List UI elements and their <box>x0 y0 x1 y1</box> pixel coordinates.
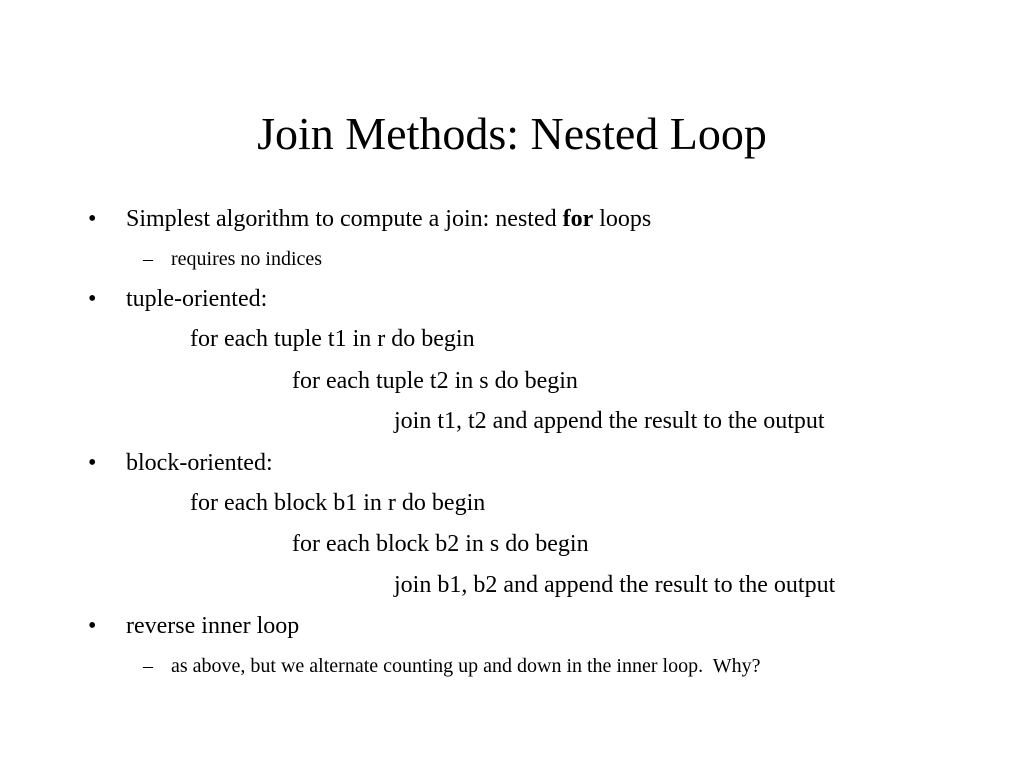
dash-marker: – <box>143 655 153 677</box>
bullet-text-part: loops <box>593 206 652 232</box>
bullet-text: reverse inner loop <box>126 613 300 639</box>
bullet-marker: • <box>88 206 97 232</box>
bullet-text: tuple-oriented: <box>126 286 268 312</box>
sub-item-text: requires no indices <box>171 248 323 270</box>
code-line-level-2: for each block b2 in s do begin <box>292 531 589 557</box>
bold-keyword-for: for <box>562 206 594 232</box>
code-line-level-1: for each block b1 in r do begin <box>190 490 486 516</box>
sub-item-text: as above, but we alternate counting up and down in the inner loop. Why? <box>171 655 761 677</box>
slide-title: Join Methods: Nested Loop <box>257 108 767 159</box>
code-line-level-3: join t1, t2 and append the result to the output <box>394 408 825 434</box>
code-line-level-2: for each tuple t2 in s do begin <box>292 368 578 394</box>
bullet-text <box>126 204 651 234</box>
code-line-level-3: join b1, b2 and append the result to the output <box>394 572 836 598</box>
bullet-text: block-oriented: <box>126 450 273 476</box>
dash-marker: – <box>143 248 153 270</box>
bullet-text-part: Simplest algorithm to compute a join: nested <box>126 206 563 232</box>
bullet-marker: • <box>88 613 97 639</box>
bullet-marker: • <box>88 450 97 476</box>
bullet-marker: • <box>88 286 97 312</box>
code-line-level-1: for each tuple t1 in r do begin <box>190 326 475 352</box>
